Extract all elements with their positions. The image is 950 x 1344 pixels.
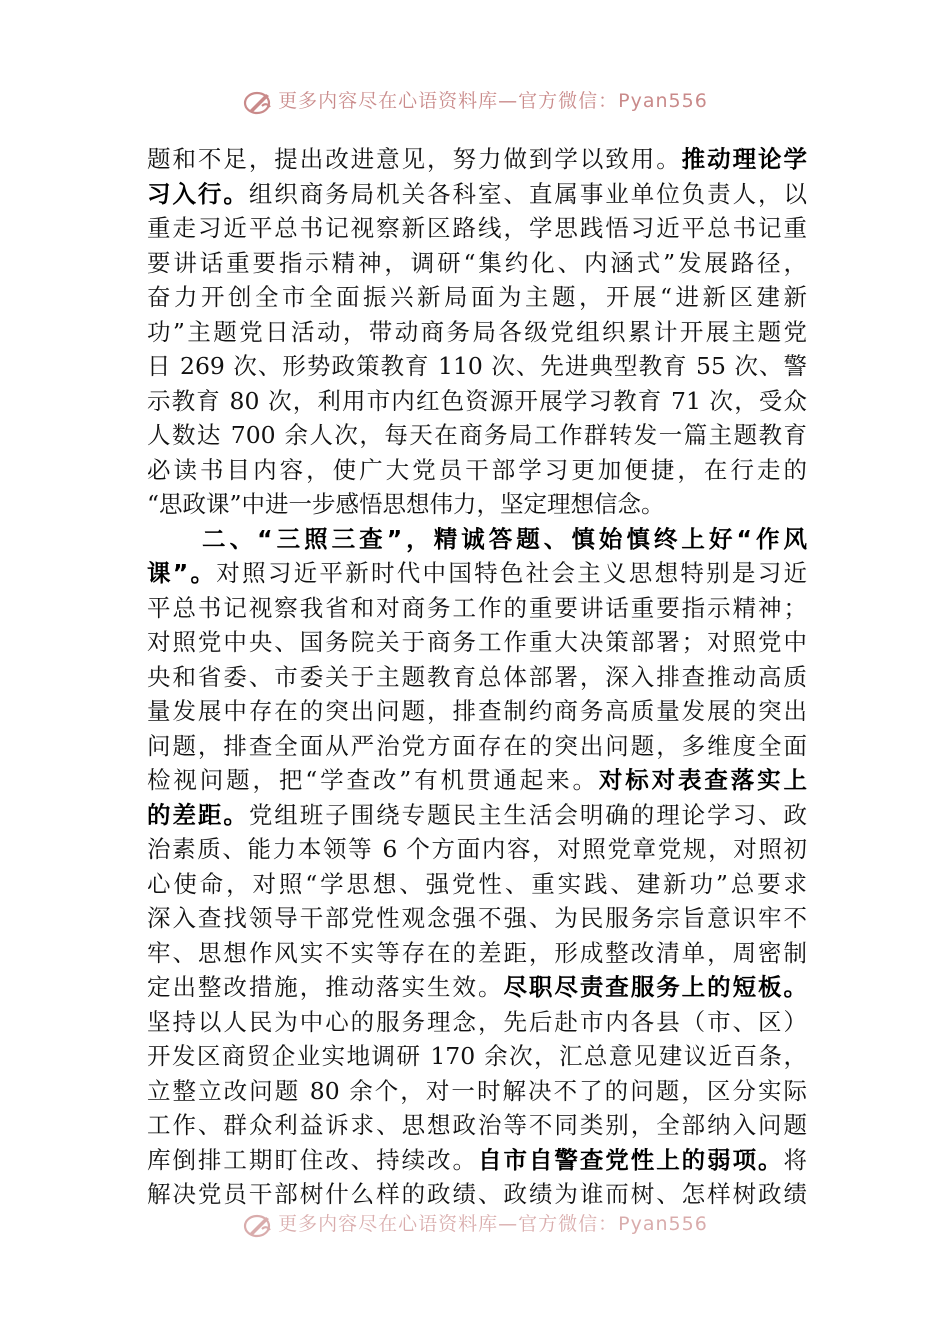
text-run: 要讲话重要指示精神，调研“集约化、内涵式”发展路径， bbox=[147, 248, 807, 277]
watermark-text: 更多内容尽在心语资料库—官方微信：Pyan556 bbox=[278, 90, 708, 112]
text-run: 检视问题，把“学查改”有机贯通起来。 bbox=[147, 766, 599, 794]
text-run: “思政课”中进一步感悟思想伟力，坚定理想信念。 bbox=[147, 490, 665, 518]
watermark-header bbox=[0, 86, 950, 116]
text-run: 开发区商贸企业实地调研 170 余次，汇总意见建议近百条， bbox=[147, 1042, 807, 1070]
text-run: 奋力开创全市全面振兴新局面为主题，开展“进新区建新 bbox=[147, 283, 807, 311]
text-line bbox=[147, 418, 807, 453]
text-line bbox=[147, 591, 807, 626]
text-run: 将 bbox=[783, 1145, 807, 1174]
text-line bbox=[147, 1108, 807, 1143]
bold-text-run: 习入行。 bbox=[147, 179, 249, 208]
text-line bbox=[147, 177, 807, 212]
text-line bbox=[147, 349, 807, 384]
text-run: 对照习近平新时代中国特色社会主义思想特别是习近 bbox=[216, 559, 807, 587]
text-line bbox=[147, 1074, 807, 1109]
text-run: 日 269 次、形势政策教育 110 次、先进典型教育 55 次、警 bbox=[147, 352, 807, 380]
text-run: 定出整改措施，推动落实生效。 bbox=[147, 973, 504, 1001]
text-line bbox=[147, 970, 807, 1005]
text-run: 牢、思想作风实不实等存在的差距，形成整改清单，周密制 bbox=[147, 938, 807, 967]
text-run: 示教育 80 次，利用市内红色资源开展学习教育 71 次，受众 bbox=[147, 386, 807, 415]
text-run: 央和省委、市委关于主题教育总体部署，深入排查推动高质 bbox=[147, 662, 807, 691]
text-line bbox=[147, 1143, 807, 1178]
text-line bbox=[147, 763, 807, 798]
text-line bbox=[147, 522, 807, 557]
text-line bbox=[147, 211, 807, 246]
text-run: 重走习近平总书记视察新区路线，学思践悟习近平总书记重 bbox=[147, 214, 807, 242]
text-line bbox=[147, 1177, 807, 1212]
text-run: 功”主题党日活动，带动商务局各级党组织累计开展主题党 bbox=[147, 317, 807, 346]
text-run: 深入查找领导干部党性观念强不强、为民服务宗旨意识牢不 bbox=[147, 904, 807, 932]
text-run: 工作、群众利益诉求、思想政治等不同类别，全部纳入问题 bbox=[147, 1111, 807, 1139]
text-line bbox=[147, 556, 807, 591]
text-run: 人数达 700 余人次，每天在商务局工作群转发一篇主题教育 bbox=[147, 421, 807, 449]
text-line bbox=[147, 487, 807, 522]
bold-text-run: 二、“三照三查”，精诚答题、慎始慎终上好“作风 bbox=[147, 524, 807, 553]
watermark-text: 更多内容尽在心语资料库—官方微信：Pyan556 bbox=[278, 1213, 708, 1235]
text-run: 心使命，对照“学思想、强党性、重实践、建新功”总要求 bbox=[147, 869, 807, 898]
text-run: 治素质、能力本领等 6 个方面内容，对照党章党规，对照初 bbox=[147, 835, 807, 863]
text-run: 立整立改问题 80 余个，对一时解决不了的问题，区分实际 bbox=[147, 1076, 807, 1105]
text-line bbox=[147, 798, 807, 833]
text-line bbox=[147, 867, 807, 902]
text-line bbox=[147, 936, 807, 971]
text-line bbox=[147, 625, 807, 660]
text-run: 对照党中央、国务院关于商务工作重大决策部署；对照党中 bbox=[147, 628, 807, 656]
text-line bbox=[147, 384, 807, 419]
text-run: 坚持以人民为中心的服务理念，先后赴市内各县（市、区） bbox=[147, 1007, 807, 1036]
text-line bbox=[147, 1039, 807, 1074]
bold-text-run: 推动理论学 bbox=[681, 145, 807, 173]
text-run: 必读书目内容，使广大党员干部学习更加便捷，在行走的 bbox=[147, 455, 807, 484]
text-run: 库倒排工期盯住改、持续改。 bbox=[147, 1145, 478, 1174]
text-run: 解决党员干部树什么样的政绩、政绩为谁而树、怎样树政绩 bbox=[147, 1180, 807, 1208]
bold-text-run: 自市自警查党性上的弱项。 bbox=[477, 1145, 784, 1174]
text-run: 平总书记视察我省和对商务工作的重要讲话重要指示精神； bbox=[147, 593, 807, 622]
document-body bbox=[147, 142, 807, 1212]
text-run: 党组班子围绕专题民主生活会明确的理论学习、政 bbox=[248, 800, 807, 829]
text-line bbox=[147, 280, 807, 315]
text-line bbox=[147, 315, 807, 350]
text-line bbox=[147, 694, 807, 729]
bold-text-run: 的差距。 bbox=[147, 800, 249, 829]
pen-logo-icon bbox=[242, 1211, 274, 1239]
text-line bbox=[147, 729, 807, 764]
bold-text-run: 课”。 bbox=[147, 559, 217, 587]
text-line bbox=[147, 832, 807, 867]
text-run: 问题，排查全面从严治党方面存在的突出问题，多维度全面 bbox=[147, 731, 807, 760]
text-run: 组织商务局机关各科室、直属事业单位负责人，以 bbox=[248, 179, 807, 208]
bold-text-run: 对标对表查落实上 bbox=[598, 766, 807, 794]
text-line bbox=[147, 142, 807, 177]
text-line bbox=[147, 1005, 807, 1040]
text-line bbox=[147, 901, 807, 936]
text-run: 题和不足，提出改进意见，努力做到学以致用。 bbox=[147, 145, 682, 173]
text-line bbox=[147, 660, 807, 695]
text-run: 量发展中存在的突出问题，排查制约商务高质量发展的突出 bbox=[147, 697, 807, 725]
bold-text-run: 尽职尽责查服务上的短板。 bbox=[503, 973, 807, 1001]
text-line bbox=[147, 453, 807, 488]
pen-logo-icon bbox=[242, 88, 274, 116]
watermark-footer bbox=[0, 1209, 950, 1239]
text-line bbox=[147, 246, 807, 281]
